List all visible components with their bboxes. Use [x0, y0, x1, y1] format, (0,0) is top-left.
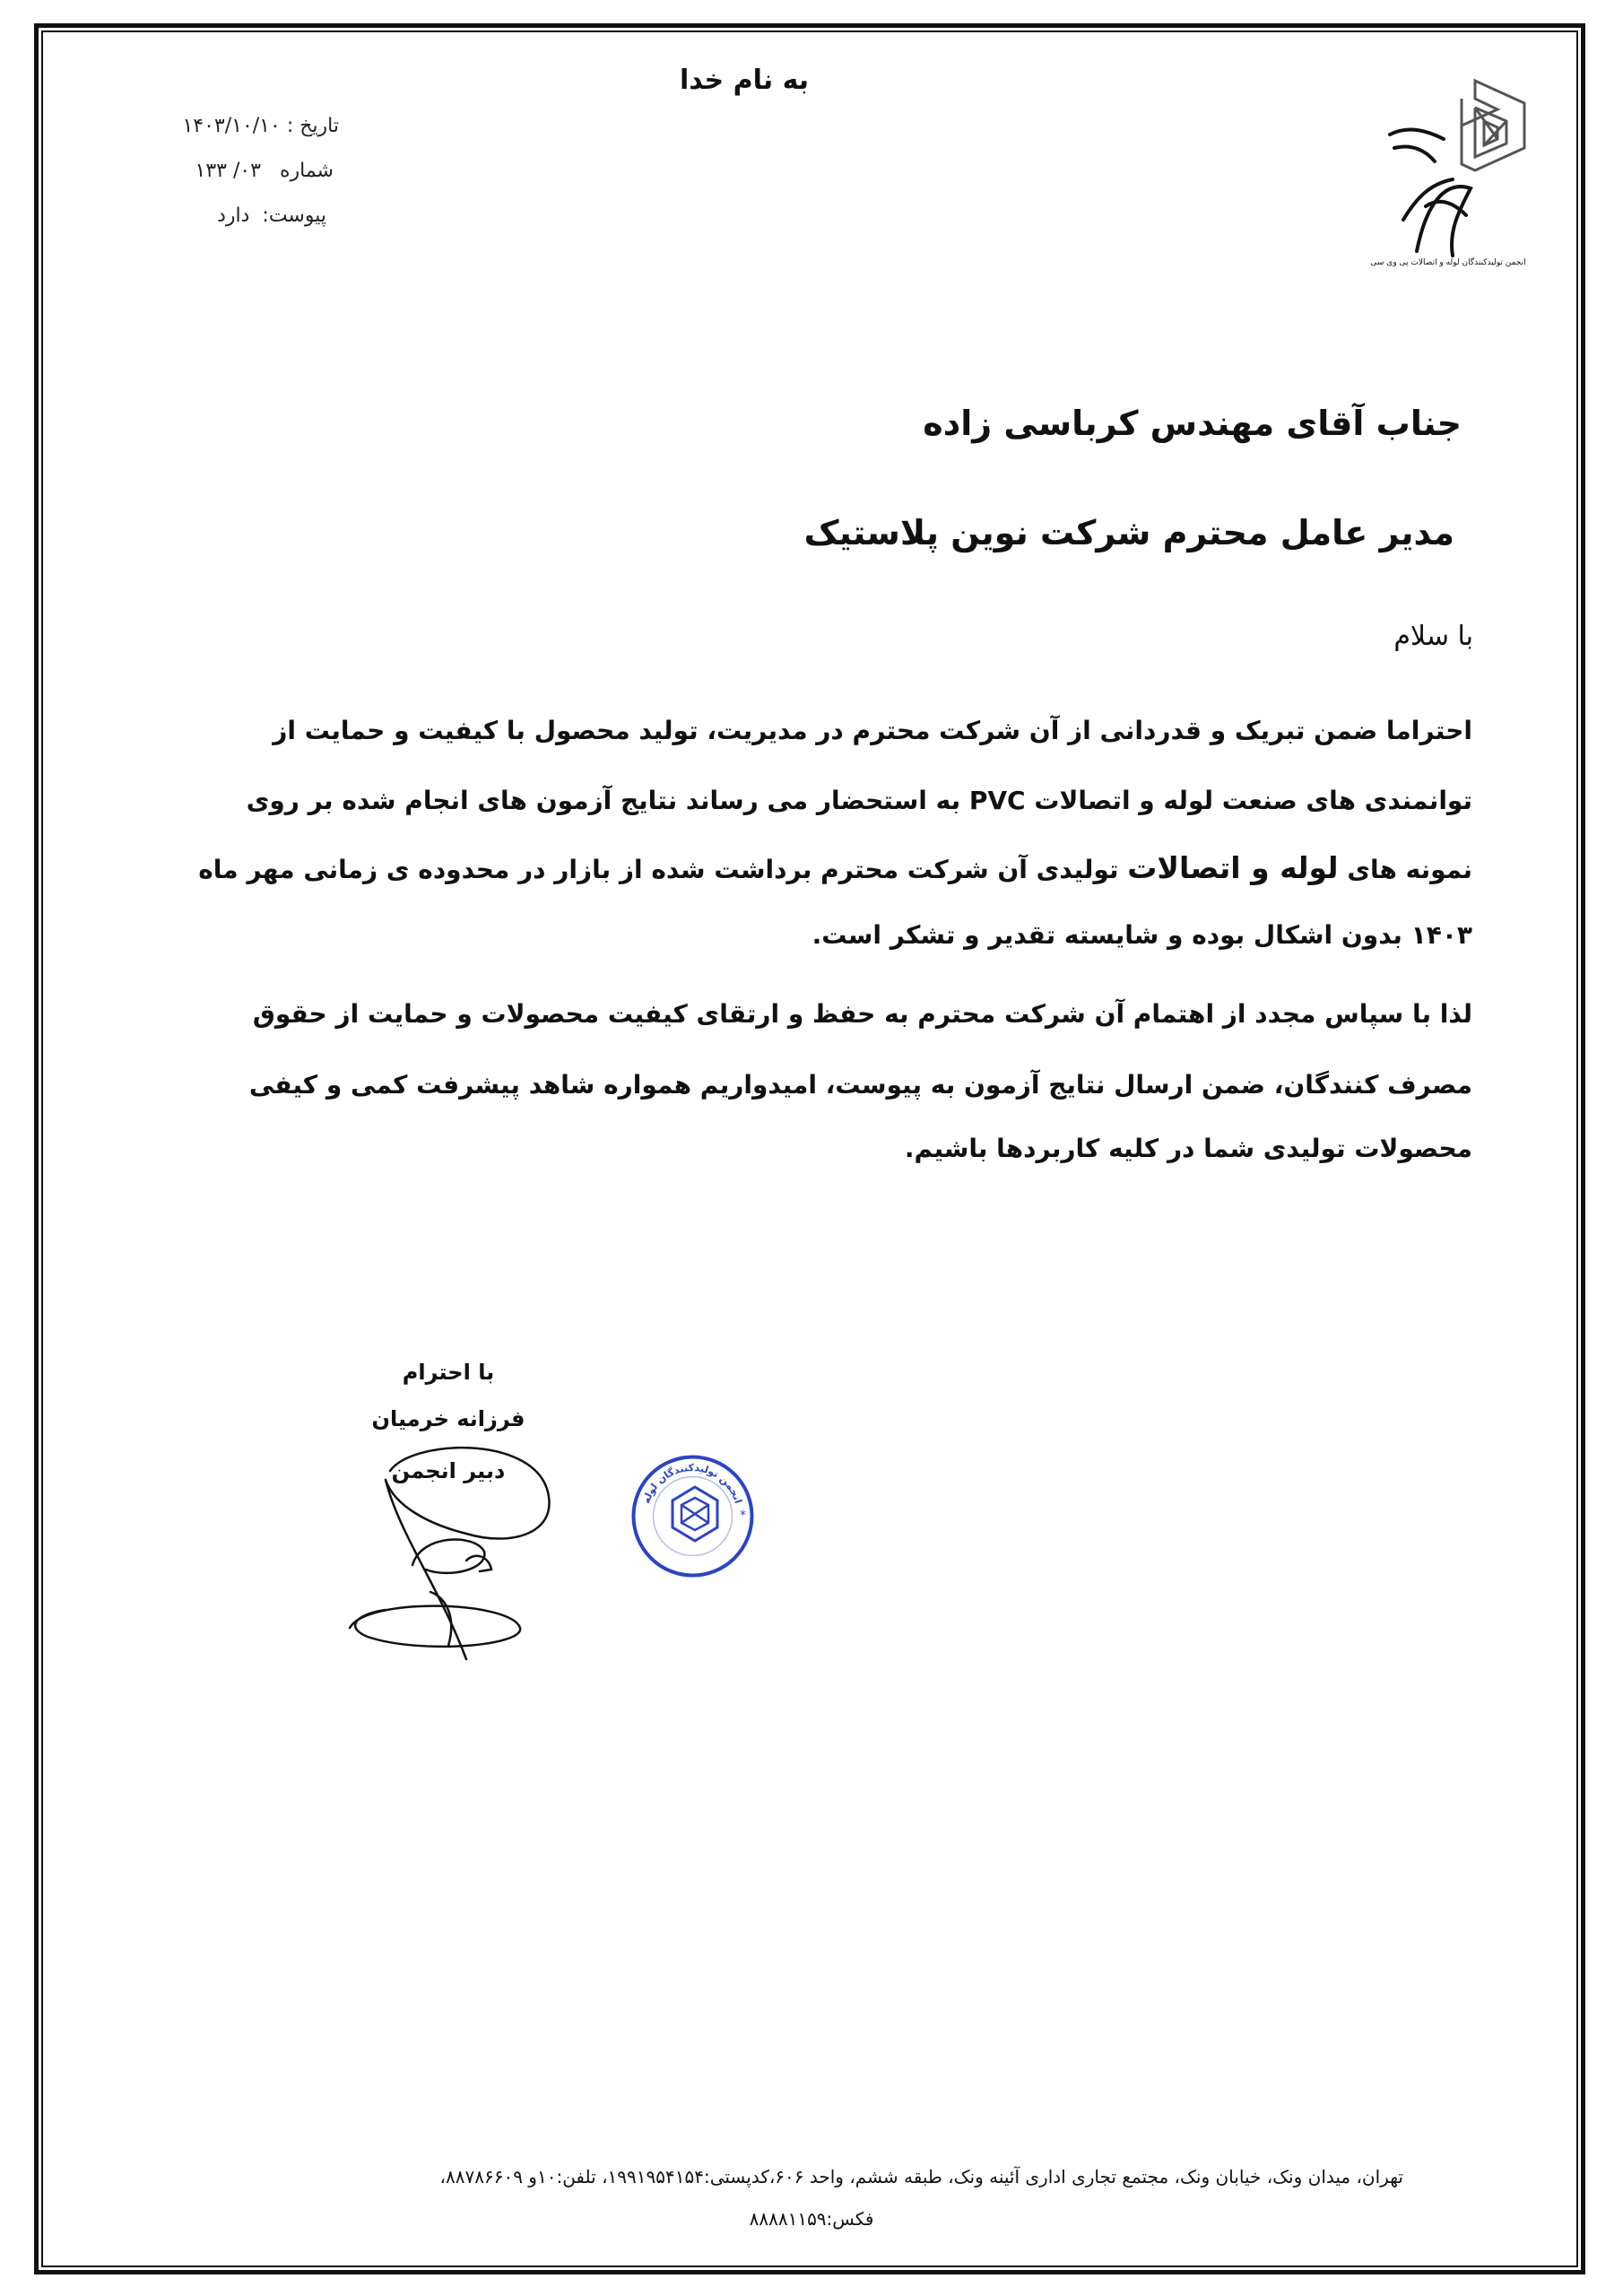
- attachment-label: پیوست:: [262, 204, 326, 227]
- letter-attachment: [217, 204, 326, 227]
- letter-date: [182, 115, 339, 137]
- body-paragraph-1-line-4: ۱۴۰۳ بدون اشکال بوده و شایسته تقدیر و تشکر است.: [812, 920, 1472, 950]
- line-text-before: نمونه های: [1338, 855, 1472, 884]
- signature-closing: با احترام: [402, 1360, 495, 1385]
- body-paragraph-2-line-1: لذا با سپاس مجدد از اهتمام آن شرکت محترم به حفظ و ارتقای کیفیت محصولات و حمایت از حقوق: [252, 999, 1472, 1029]
- line-text-after: تولیدی آن شرکت محترم برداشت شده از بازار در محدوده ی زمانی مهر ماه: [198, 855, 1128, 884]
- association-logo: [1363, 72, 1533, 269]
- greeting: با سلام: [1393, 621, 1473, 652]
- letter-heading: به نام خدا: [679, 65, 810, 96]
- isometric-cube-logo-icon: [1462, 81, 1524, 170]
- signatory-title: دبیر انجمن: [391, 1458, 506, 1483]
- body-paragraph-2-line-2: مصرف کنندگان، ضمن ارسال نتایج آزمون به پیوست، امیدواریم همواره شاهد پیشرفت کمی و کیفی: [248, 1070, 1472, 1100]
- calligraphy-caption: [1390, 130, 1471, 256]
- recipient-title: مدیر عامل محترم شرکت نوین پلاستیک: [803, 513, 1454, 552]
- body-paragraph-1-line-3: [198, 850, 1472, 885]
- date-value: ۱۴۰۳/۱۰/۱۰: [182, 115, 281, 137]
- footer-fax: فکس:۸۸۸۸۱۱۵۹: [749, 2208, 874, 2230]
- body-paragraph-1-line-1: احتراما ضمن تبریک و قدردانی از آن شرکت محترم در مدیریت، تولید محصول با کیفیت و حمایت از: [273, 716, 1472, 745]
- association-stamp: [628, 1451, 758, 1581]
- signatory-name: فرزانه خرمیان: [371, 1406, 525, 1431]
- logo-caption-text: انجمن تولیدکنندگان لوله و اتصالات پی وی سی: [1370, 258, 1526, 267]
- body-paragraph-2-line-3: محصولات تولیدی شما در کلیه کاربردها باشیم.: [904, 1134, 1472, 1163]
- recipient-name: جناب آقای مهندس کرباسی زاده: [923, 404, 1462, 443]
- attachment-value: دارد: [217, 204, 250, 227]
- stamp-asterisk: *: [740, 1509, 746, 1523]
- handwritten-signature: [332, 1435, 583, 1668]
- letter-number: [195, 160, 334, 182]
- body-paragraph-1-line-2: توانمندی های صنعت لوله و اتصالات PVC به استحضار می رساند نتایج آزمون های انجام شده بر روی: [246, 786, 1472, 815]
- stamp-text: انجمن تولیدکنندگان لوله: [640, 1461, 744, 1505]
- number-label: شماره: [279, 160, 334, 182]
- date-label: تاریخ :: [286, 115, 339, 137]
- footer-address: تهران، میدان ونک، خیابان ونک، مجتمع تجاری اداری آئینه ونک، طبقه ششم، واحد ۶۰۶،کدپستی:۱۹۹۱۹۵۴۱۵۴، تلفن:۱۰و ۸۸۷۸۶۶۰۹،: [439, 2166, 1403, 2187]
- number-value: ۰۳/ ۱۳۳: [195, 160, 261, 182]
- emphasized-text: لوله و اتصالات: [1127, 850, 1339, 885]
